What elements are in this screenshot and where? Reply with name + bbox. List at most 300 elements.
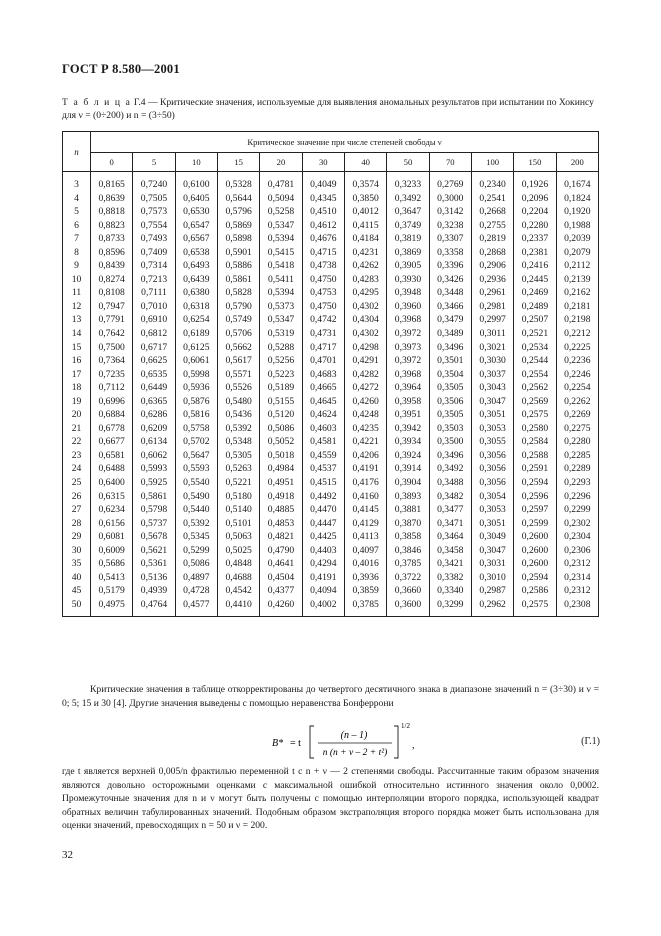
table-cell: 0,7554 [133, 219, 175, 233]
table-cell: 0,4612 [302, 219, 344, 233]
table-row [63, 368, 599, 382]
formula-numerator: (n – 1) [340, 730, 368, 741]
table-cell: 0,4113 [344, 530, 386, 544]
table-row [63, 476, 599, 490]
table-cell: 0,4304 [344, 313, 386, 327]
table-cell: 0,5828 [217, 286, 259, 300]
table-cell: 0,2445 [514, 273, 556, 287]
table-cell: 0,3749 [387, 219, 429, 233]
table-cell: 0,3785 [344, 598, 386, 616]
table-cell: 0,4272 [344, 381, 386, 395]
table-cell: 0,3846 [387, 544, 429, 558]
table-cell: 0,5798 [133, 503, 175, 517]
table-cell: 0,3056 [471, 462, 513, 476]
table-cell: 0,3948 [387, 286, 429, 300]
table-cell: 0,3233 [387, 172, 429, 192]
table-cell: 0,5415 [260, 246, 302, 260]
table-cell: 0,4492 [302, 490, 344, 504]
table-cell: 0,4731 [302, 327, 344, 341]
table-cell: 0,3051 [471, 517, 513, 531]
critical-values-table [62, 131, 599, 617]
table-cell: 0,2302 [556, 517, 598, 531]
table-cell: 0,3053 [471, 503, 513, 517]
table-cell: 0,2961 [471, 286, 513, 300]
table-cell: 0,3859 [344, 584, 386, 598]
table-row [63, 449, 599, 463]
table-cell: 0,5328 [217, 172, 259, 192]
table-cell: 0,5086 [260, 422, 302, 436]
table-cell: 0,7235 [91, 368, 133, 382]
table-cell: 0,8823 [91, 219, 133, 233]
table-cell: 0,4624 [302, 408, 344, 422]
table-cell: 0,2594 [514, 476, 556, 490]
table-cell: 0,2269 [556, 408, 598, 422]
table-cell: 0,1824 [556, 192, 598, 206]
dof-column-header: 0 [91, 153, 133, 172]
table-cell: 0,2079 [556, 246, 598, 260]
table-cell: 0,5480 [217, 395, 259, 409]
table-cell: 0,5223 [260, 368, 302, 382]
table-cell: 0,6156 [91, 517, 133, 531]
table-cell: 0,4302 [344, 327, 386, 341]
table-cell: 0,7314 [133, 259, 175, 273]
table-cell: 0,6812 [133, 327, 175, 341]
table-cell: 0,4260 [344, 395, 386, 409]
table-cell: 0,4885 [260, 503, 302, 517]
row-n-value: 6 [63, 219, 91, 233]
dof-column-header: 150 [514, 153, 556, 172]
table-cell: 0,3893 [387, 490, 429, 504]
row-n-value: 20 [63, 408, 91, 422]
table-cell: 0,7111 [133, 286, 175, 300]
table-cell: 0,4160 [344, 490, 386, 504]
table-cell: 0,7240 [133, 172, 175, 192]
table-cell: 0,5647 [175, 449, 217, 463]
table-cell: 0,4742 [302, 313, 344, 327]
table-cell: 0,2254 [556, 381, 598, 395]
table-cell: 0,8274 [91, 273, 133, 287]
dof-column-header: 5 [133, 153, 175, 172]
table-cell: 0,5258 [260, 205, 302, 219]
table-row [63, 395, 599, 409]
table-cell: 0,6717 [133, 341, 175, 355]
table-cell: 0,3496 [429, 341, 471, 355]
table-cell: 0,3492 [387, 192, 429, 206]
table-cell: 0,2280 [556, 435, 598, 449]
table-cell: 0,5263 [217, 462, 259, 476]
table-row [63, 246, 599, 260]
table-cell: 0,8596 [91, 246, 133, 260]
table-cell: 0,3647 [387, 205, 429, 219]
table-cell: 0,4753 [302, 286, 344, 300]
table-cell: 0,2534 [514, 341, 556, 355]
table-cell: 0,2596 [514, 490, 556, 504]
table-cell: 0,3501 [429, 354, 471, 368]
dof-column-header: 200 [556, 153, 598, 172]
table-cell: 0,6400 [91, 476, 133, 490]
dof-column-header: 10 [175, 153, 217, 172]
table-cell: 0,3869 [387, 246, 429, 260]
table-cell: 0,2312 [556, 584, 598, 598]
table-cell: 0,2416 [514, 259, 556, 273]
table-cell: 0,2225 [556, 341, 598, 355]
dof-column-header: 40 [344, 153, 386, 172]
table-cell: 0,2987 [471, 584, 513, 598]
table-cell: 0,4094 [302, 584, 344, 598]
table-row [63, 273, 599, 287]
table-cell: 0,3858 [387, 530, 429, 544]
table-number: Г.4 — [131, 97, 160, 108]
table-cell: 0,4176 [344, 476, 386, 490]
table-row [63, 490, 599, 504]
table-cell: 0,3051 [471, 408, 513, 422]
table-cell: 0,5180 [217, 490, 259, 504]
table-cell: 0,7505 [133, 192, 175, 206]
table-cell: 0,5901 [217, 246, 259, 260]
table-cell: 0,5345 [175, 530, 217, 544]
row-n-value: 50 [63, 598, 91, 616]
table-cell: 0,2575 [514, 598, 556, 616]
table-cell: 0,2594 [514, 571, 556, 585]
table-cell: 0,1920 [556, 205, 598, 219]
table-cell: 0,5440 [175, 503, 217, 517]
table-cell: 0,3819 [387, 232, 429, 246]
table-cell: 0,2293 [556, 476, 598, 490]
table-cell: 0,5816 [175, 408, 217, 422]
table-cell: 0,6189 [175, 327, 217, 341]
table-cell: 0,5490 [175, 490, 217, 504]
table-row [63, 462, 599, 476]
table-cell: 0,5361 [133, 557, 175, 571]
table-cell: 0,3968 [387, 368, 429, 382]
table-cell: 0,4403 [302, 544, 344, 558]
table-cell: 0,6209 [133, 422, 175, 436]
table-cell: 0,3471 [429, 517, 471, 531]
table-cell: 0,3037 [471, 368, 513, 382]
table-cell: 0,4515 [302, 476, 344, 490]
dof-column-header: 100 [471, 153, 513, 172]
table-cell: 0,6530 [175, 205, 217, 219]
table-cell: 0,3964 [387, 381, 429, 395]
table-cell: 0,2591 [514, 462, 556, 476]
table-cell: 0,3506 [429, 395, 471, 409]
table-cell: 0,2312 [556, 557, 598, 571]
table-cell: 0,5140 [217, 503, 259, 517]
table-cell: 0,4294 [302, 557, 344, 571]
table-cell: 0,3850 [344, 192, 386, 206]
table-cell: 0,6493 [175, 259, 217, 273]
table-cell: 0,6547 [175, 219, 217, 233]
table-cell: 0,5155 [260, 395, 302, 409]
table-cell: 0,4750 [302, 273, 344, 287]
page-number: 32 [62, 849, 73, 861]
table-cell: 0,4302 [344, 300, 386, 314]
table-cell: 0,5189 [260, 381, 302, 395]
table-cell: 0,4581 [302, 435, 344, 449]
table-cell: 0,3942 [387, 422, 429, 436]
table-cell: 0,5101 [217, 517, 259, 531]
table-cell: 0,3505 [429, 408, 471, 422]
table-row [63, 408, 599, 422]
table-cell: 0,2337 [514, 232, 556, 246]
row-n-value: 16 [63, 354, 91, 368]
table-cell: 0,2868 [471, 246, 513, 260]
table-body [63, 172, 599, 617]
table-cell: 0,4750 [302, 300, 344, 314]
table-cell: 0,6567 [175, 232, 217, 246]
table-cell: 0,7947 [91, 300, 133, 314]
table-cell: 0,4665 [302, 381, 344, 395]
row-n-value: 25 [63, 476, 91, 490]
table-cell: 0,4853 [260, 517, 302, 531]
table-cell: 0,4012 [344, 205, 386, 219]
table-cell: 0,6910 [133, 313, 175, 327]
left-bracket [310, 726, 314, 758]
table-cell: 0,8733 [91, 232, 133, 246]
table-cell: 0,3785 [387, 557, 429, 571]
table-cell: 0,3054 [471, 490, 513, 504]
table-cell: 0,4260 [260, 598, 302, 616]
table-cell: 0,5876 [175, 395, 217, 409]
table-row [63, 598, 599, 616]
table-cell: 0,4145 [344, 503, 386, 517]
table-cell: 0,4470 [302, 503, 344, 517]
table-cell: 0,8639 [91, 192, 133, 206]
table-cell: 0,1674 [556, 172, 598, 192]
table-cell: 0,4206 [344, 449, 386, 463]
table-row [63, 286, 599, 300]
table-cell: 0,2285 [556, 449, 598, 463]
table-cell: 0,2586 [514, 584, 556, 598]
table-cell: 0,5737 [133, 517, 175, 531]
table-cell: 0,4848 [217, 557, 259, 571]
bonferroni-formula [270, 718, 520, 764]
row-n-value: 30 [63, 544, 91, 558]
dof-column-header: 15 [217, 153, 259, 172]
table-cell: 0,2262 [556, 395, 598, 409]
table-cell: 0,4715 [302, 246, 344, 260]
table-cell: 0,3930 [387, 273, 429, 287]
table-row [63, 517, 599, 531]
formula-g1 [270, 718, 600, 764]
table-row [63, 192, 599, 206]
right-bracket [394, 726, 398, 758]
table-row [63, 544, 599, 558]
table-cell: 0,5869 [217, 219, 259, 233]
table-cell: 0,3500 [429, 435, 471, 449]
table-row [63, 422, 599, 436]
table-cell: 0,6625 [133, 354, 175, 368]
table-cell: 0,6081 [91, 530, 133, 544]
row-n-value: 8 [63, 246, 91, 260]
table-cell: 0,8165 [91, 172, 133, 192]
table-cell: 0,5052 [260, 435, 302, 449]
table-cell: 0,4951 [260, 476, 302, 490]
table-cell: 0,3881 [387, 503, 429, 517]
table-cell: 0,2600 [514, 530, 556, 544]
table-cell: 0,2541 [471, 192, 513, 206]
table-cell: 0,4577 [175, 598, 217, 616]
table-row [63, 571, 599, 585]
table-cell: 0,6405 [175, 192, 217, 206]
table-cell: 0,4537 [302, 462, 344, 476]
table-cell: 0,3924 [387, 449, 429, 463]
table-cell: 0,4377 [260, 584, 302, 598]
table-cell: 0,5526 [217, 381, 259, 395]
table-cell: 0,3870 [387, 517, 429, 531]
table-cell: 0,3660 [387, 584, 429, 598]
table-cell: 0,3934 [387, 435, 429, 449]
table-cell: 0,4897 [175, 571, 217, 585]
table-cell: 0,7112 [91, 381, 133, 395]
table-cell: 0,3936 [344, 571, 386, 585]
table-cell: 0,4701 [302, 354, 344, 368]
table-cell: 0,3905 [387, 259, 429, 273]
table-cell: 0,5706 [217, 327, 259, 341]
table-cell: 0,4728 [175, 584, 217, 598]
table-cell: 0,3477 [429, 503, 471, 517]
table-cell: 0,4790 [260, 544, 302, 558]
table-cell: 0,3299 [429, 598, 471, 616]
table-cell: 0,2306 [556, 544, 598, 558]
table-row [63, 381, 599, 395]
table-cell: 0,6254 [175, 313, 217, 327]
table-cell: 0,6365 [133, 395, 175, 409]
row-n-value: 23 [63, 449, 91, 463]
table-cell: 0,3011 [471, 327, 513, 341]
row-n-value: 4 [63, 192, 91, 206]
table-cell: 0,3396 [429, 259, 471, 273]
table-cell: 0,2162 [556, 286, 598, 300]
table-cell: 0,5936 [175, 381, 217, 395]
n-column-header: n [63, 132, 91, 172]
table-cell: 0,2962 [471, 598, 513, 616]
table-cell: 0,2381 [514, 246, 556, 260]
table-cell: 0,5319 [260, 327, 302, 341]
dof-column-header: 20 [260, 153, 302, 172]
table-cell: 0,3482 [429, 490, 471, 504]
table-cell: 0,4291 [344, 354, 386, 368]
table-cell: 0,3600 [387, 598, 429, 616]
table-cell: 0,2198 [556, 313, 598, 327]
table-cell: 0,5758 [175, 422, 217, 436]
table-caption [62, 96, 602, 122]
table-cell: 0,4676 [302, 232, 344, 246]
table-cell: 0,5418 [260, 259, 302, 273]
row-n-value: 27 [63, 503, 91, 517]
table-cell: 0,3307 [429, 232, 471, 246]
table-cell: 0,6488 [91, 462, 133, 476]
table-cell: 0,6884 [91, 408, 133, 422]
table-cell: 0,4559 [302, 449, 344, 463]
table-cell: 0,5898 [217, 232, 259, 246]
row-n-value: 21 [63, 422, 91, 436]
table-cell: 0,8818 [91, 205, 133, 219]
table-cell: 0,3031 [471, 557, 513, 571]
table-cell: 0,6535 [133, 368, 175, 382]
table-cell: 0,5094 [260, 192, 302, 206]
table-row [63, 327, 599, 341]
table-cell: 0,3421 [429, 557, 471, 571]
table-cell: 0,4184 [344, 232, 386, 246]
table-cell: 0,5063 [217, 530, 259, 544]
table-cell: 0,4235 [344, 422, 386, 436]
table-caption-text: Критические значения, используемые для выявления аномальных результатов при испытании по Хокинсу для ν = (0÷200) и n = (3÷50) [62, 97, 594, 121]
table-cell: 0,5993 [133, 462, 175, 476]
formula-lhs: B* [272, 738, 284, 749]
table-cell: 0,3504 [429, 368, 471, 382]
row-n-value: 45 [63, 584, 91, 598]
dof-group-header: Критическое значение при числе степеней свободы ν [91, 132, 599, 153]
table-cell: 0,3492 [429, 462, 471, 476]
table-cell: 0,5086 [175, 557, 217, 571]
table-cell: 0,5256 [260, 354, 302, 368]
table-cell: 0,4262 [344, 259, 386, 273]
table-cell: 0,3047 [471, 395, 513, 409]
table-cell: 0,2936 [471, 273, 513, 287]
formula-eq: = t [290, 738, 301, 749]
document-code: ГОСТ Р 8.580—2001 [62, 62, 180, 76]
row-n-value: 5 [63, 205, 91, 219]
table-cell: 0,2580 [514, 422, 556, 436]
table-cell: 0,3904 [387, 476, 429, 490]
table-cell: 0,2906 [471, 259, 513, 273]
table-cell: 0,4781 [260, 172, 302, 192]
table-cell: 0,3055 [471, 435, 513, 449]
table-row [63, 205, 599, 219]
table-cell: 0,2112 [556, 259, 598, 273]
row-n-value: 28 [63, 517, 91, 531]
row-n-value: 29 [63, 530, 91, 544]
table-cell: 0,7213 [133, 273, 175, 287]
table-cell: 0,5392 [217, 422, 259, 436]
table-cell: 0,2139 [556, 273, 598, 287]
table-cell: 0,2600 [514, 557, 556, 571]
table-cell: 0,7500 [91, 341, 133, 355]
table-cell: 0,4717 [302, 341, 344, 355]
table-cell: 0,2569 [514, 395, 556, 409]
table-cell: 0,6581 [91, 449, 133, 463]
table-cell: 0,2507 [514, 313, 556, 327]
table-cell: 0,5540 [175, 476, 217, 490]
row-n-value: 9 [63, 259, 91, 273]
table-cell: 0,2489 [514, 300, 556, 314]
table-cell: 0,2308 [556, 598, 598, 616]
table-cell: 0,5593 [175, 462, 217, 476]
table-cell: 0,6286 [133, 408, 175, 422]
table-row [63, 557, 599, 571]
table-cell: 0,5373 [260, 300, 302, 314]
table-cell: 0,3479 [429, 313, 471, 327]
row-n-value: 40 [63, 571, 91, 585]
table-cell: 0,4504 [260, 571, 302, 585]
table-cell: 0,2575 [514, 408, 556, 422]
table-row [63, 300, 599, 314]
row-n-value: 12 [63, 300, 91, 314]
table-cell: 0,4221 [344, 435, 386, 449]
table-cell: 0,5288 [260, 341, 302, 355]
table-cell: 0,3489 [429, 327, 471, 341]
row-n-value: 17 [63, 368, 91, 382]
table-cell: 0,2981 [471, 300, 513, 314]
row-n-value: 35 [63, 557, 91, 571]
table-cell: 0,6125 [175, 341, 217, 355]
table-cell: 0,4097 [344, 544, 386, 558]
table-cell: 0,3951 [387, 408, 429, 422]
table-cell: 0,4984 [260, 462, 302, 476]
table-cell: 0,2755 [471, 219, 513, 233]
table-cell: 0,2769 [429, 172, 471, 192]
